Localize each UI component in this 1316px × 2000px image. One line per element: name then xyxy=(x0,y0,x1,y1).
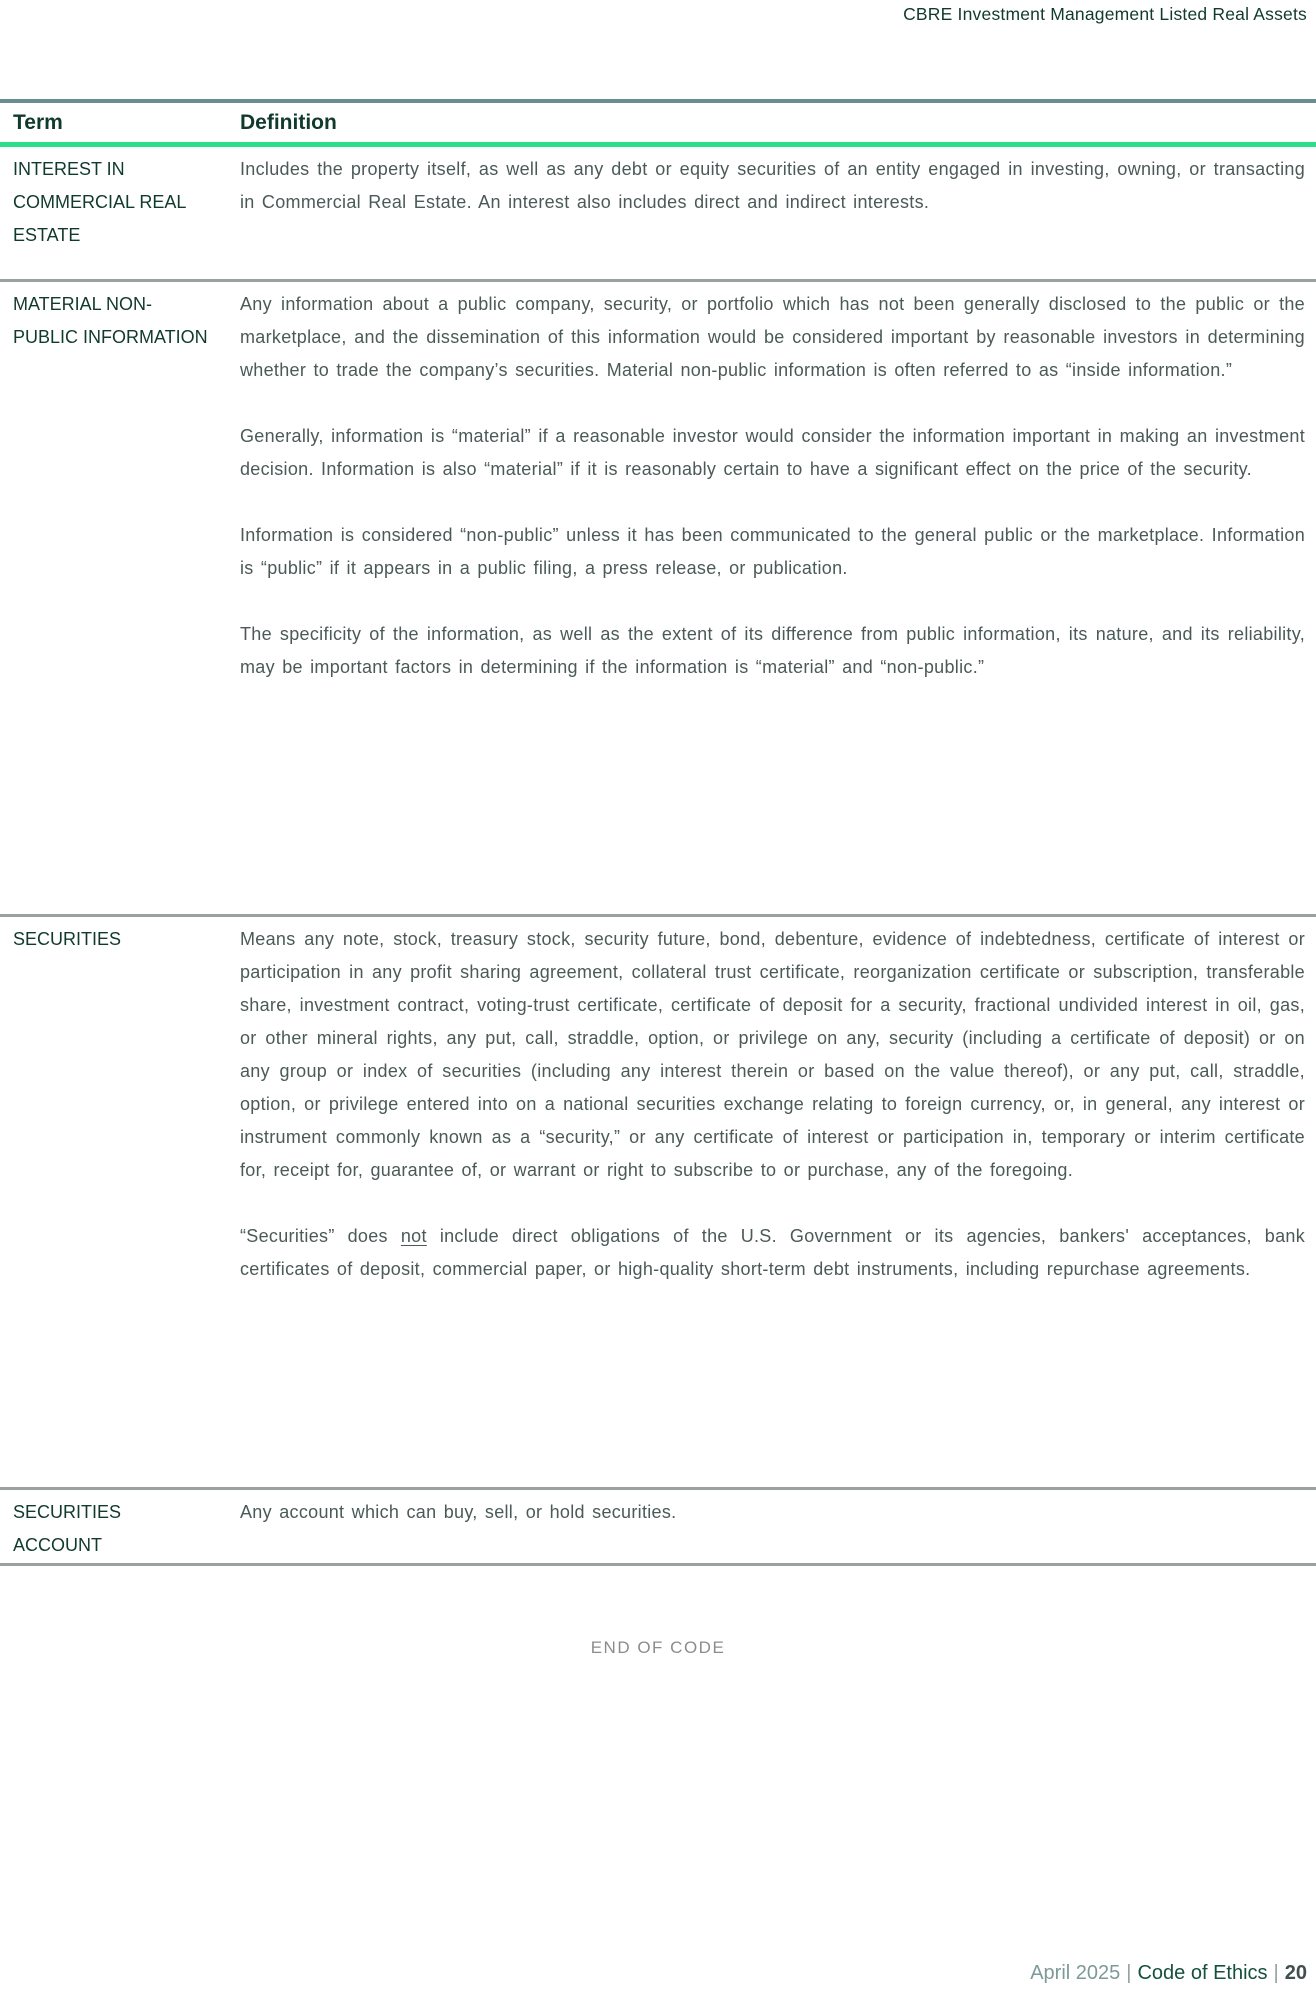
definition-paragraph: Any information about a public company, security, or portfolio which has not been generally disclosed to the public or the marketplace, and the dissemination of this information would be considered important by reasonable investors in determining whether to trade the company’s securities. Material non-public information is often referred to as “inside information.” xyxy=(240,294,1305,380)
definition-paragraph: The specificity of the information, as well as the extent of its difference from public information, its nature, and its reliability, may be important factors in determining if the information is “material” and “non-public.” xyxy=(240,624,1305,677)
definition-cell xyxy=(240,917,1316,1487)
definition-cell xyxy=(240,282,1316,914)
term-cell xyxy=(0,282,240,914)
footer-separator: | xyxy=(1126,1962,1132,1984)
term-cell xyxy=(0,917,240,1487)
term-cell xyxy=(0,147,240,279)
definition-paragraph: Includes the property itself, as well as any debt or equity securities of an entity engaged in investing, owning, or transacting in Commercial Real Estate. An interest also includes direct and indirect interests. xyxy=(240,159,1305,212)
table-row xyxy=(0,147,1316,282)
underlined-word: not xyxy=(400,1226,427,1246)
table-row xyxy=(0,282,1316,917)
footer-doc-title: Code of Ethics xyxy=(1137,1962,1268,1984)
page-footer xyxy=(1030,1962,1307,1985)
definitions-table xyxy=(0,99,1316,1566)
table-body xyxy=(0,147,1316,1566)
definition-paragraph: Generally, information is “material” if a reasonable investor would consider the information important in making an investment decision. Information is also “material” if it is reasonably certain to have a significant effect on the price of the security. xyxy=(240,426,1305,479)
footer-date: April 2025 xyxy=(1030,1962,1121,1984)
column-header-definition: Definition xyxy=(240,111,337,134)
term-text: SECURITIES ACCOUNT xyxy=(13,1502,122,1555)
footer-separator: | xyxy=(1273,1962,1279,1984)
definition-cell xyxy=(240,1490,1316,1563)
table-row xyxy=(0,1490,1316,1566)
term-cell xyxy=(0,1490,240,1563)
table-row xyxy=(0,917,1316,1490)
definition-paragraph: Any account which can buy, sell, or hold securities. xyxy=(240,1502,677,1522)
table-header-row xyxy=(0,103,1316,147)
page-header-title: CBRE Investment Management Listed Real Assets xyxy=(903,4,1307,24)
end-of-code-label: END OF CODE xyxy=(590,1638,726,1657)
definition-cell xyxy=(240,147,1316,279)
definition-paragraph: “Securities” does not include direct obligations of the U.S. Government or its agencies, bankers' acceptances, bank certificates of deposit, commercial paper, or high-quality short-term debt instruments, including repurchase agreements. xyxy=(240,1226,1305,1279)
definition-paragraph: Means any note, stock, treasury stock, security future, bond, debenture, evidence of indebtedness, certificate of interest or participation in any profit sharing agreement, collateral trust certificate, reorganization certificate or subscription, transferable share, investment contract, voting-trust certificate, certificate of deposit for a security, fractional undivided interest in oil, gas, or other mineral rights, any put, call, straddle, option, or privilege on any, security (including a certificate of deposit) or on any group or index of securities (including any interest therein or based on the value thereof), or any put, call, straddle, option, or privilege entered into on a national securities exchange relating to foreign currency, or, in general, any interest or instrument commonly known as a “security,” or any certificate of interest or participation in, temporary or interim certificate for, receipt for, guarantee of, or warrant or right to subscribe to or purchase, any of the foregoing. xyxy=(240,929,1305,1180)
column-header-term: Term xyxy=(13,111,63,134)
term-text: SECURITIES xyxy=(13,929,122,949)
term-text: INTEREST IN COMMERCIAL REAL ESTATE xyxy=(13,159,186,245)
definition-paragraph: Information is considered “non-public” unless it has been communicated to the general public or the marketplace. Information is “public” if it appears in a public filing, a press release, or publication. xyxy=(240,525,1305,578)
term-text: MATERIAL NON-PUBLIC INFORMATION xyxy=(13,294,208,347)
footer-page-number: 20 xyxy=(1284,1962,1307,1984)
